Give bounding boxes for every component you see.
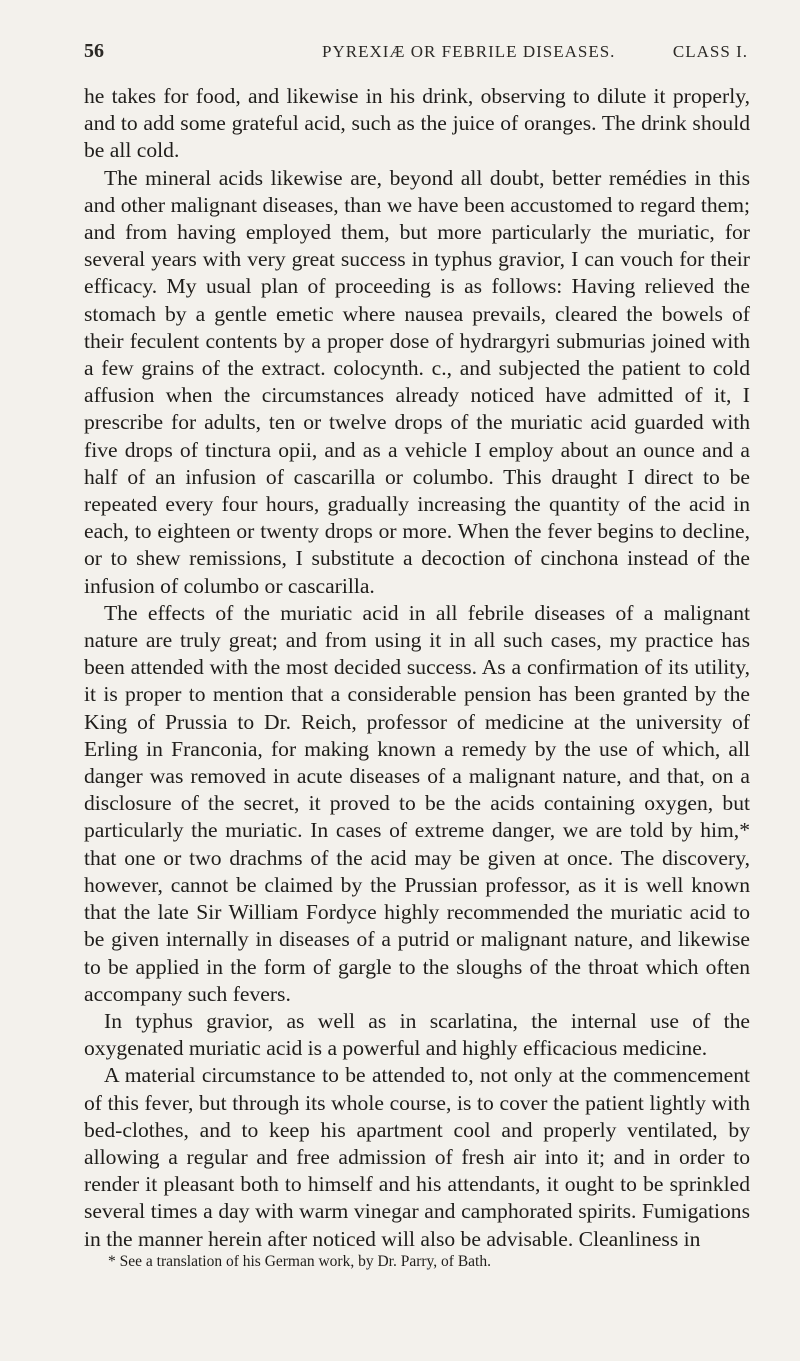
running-head xyxy=(84,40,750,68)
body-text xyxy=(84,83,750,1253)
paragraph: The mineral acids likewise are, beyond all doubt, better remédies in this and other malignant diseases, than we have been accustomed to regard them; and from having employed them, but more particularly the muriatic, for several years with very great success in typhus gravior, I can vouch for their efficacy. My usual plan of proceeding is as follows: Having relieved the stomach by a gentle emetic where nausea prevails, cleared the bowels of their feculent contents by a proper dose of hydrargyri submurias joined with a few grains of the extract. colocynth. c., and subjected the patient to cold affusion when the circumstances already noticed have admitted of it, I prescribe for adults, ten or twelve drops of the muriatic acid guarded with five drops of tinctura opii, and as a vehicle I employ about an ounce and a half of an infusion of cascarilla or columbo. This draught I direct to be repeated every four hours, gradually increasing the quantity of the acid in each, to eighteen or twenty drops or more. When the fever begins to decline, or to shew remissions, I substitute a decoction of cinchona instead of the infusion of columbo or cascarilla. xyxy=(84,165,750,598)
paragraph: he takes for food, and likewise in his drink, observing to dilute it properly, and to add some grateful acid, such as the juice of oranges. The drink should be all cold. xyxy=(84,84,750,163)
paragraph: A material circumstance to be attended to, not only at the commencement of this fever, but through its whole course, is to cover the patient lightly with bed-clothes, and to keep his apartment cool and properly ventilated, by allowing a regular and free admission of fresh air into it; and in order to render it pleasant both to himself and his attendants, it ought to be sprinkled several times a day with warm vinegar and camphorated spirits. Fumigations in the manner herein after noticed will also be advisable. Cleanliness in xyxy=(84,1063,750,1251)
page-number: 56 xyxy=(84,40,104,62)
running-title: PYREXIÆ OR FEBRILE DISEASES. xyxy=(322,42,616,61)
footnote: * See a translation of his German work, by Dr. Parry, of Bath. xyxy=(108,1252,491,1270)
class-label: CLASS I. xyxy=(672,42,748,61)
paragraph: The effects of the muriatic acid in all febrile diseases of a malignant nature are truly great; and from using it in all such cases, my practice has been attended with the most decided success. As a confirmation of its utility, it is proper to mention that a considerable pension has been granted by the King of Prussia to Dr. Reich, professor of medicine at the university of Erling in Franconia, for making known a remedy by the use of which, all danger was removed in acute diseases of a malignant nature, and that, on a disclosure of the secret, it proved to be the acids containing oxygen, but particularly the muriatic. In cases of extreme danger, we are told by him,* that one or two drachms of the acid may be given at once. The discovery, however, cannot be claimed by the Prussian professor, as it is well known that the late Sir William Fordyce highly recommended the muriatic acid to be given internally in diseases of a putrid or malignant nature, and likewise to be applied in the form of gargle to the sloughs of the throat which often accompany such fevers. xyxy=(84,600,750,1006)
paragraph: In typhus gravior, as well as in scarlatina, the internal use of the oxygenated muriatic acid is a powerful and highly efficacious medicine. xyxy=(84,1008,750,1061)
